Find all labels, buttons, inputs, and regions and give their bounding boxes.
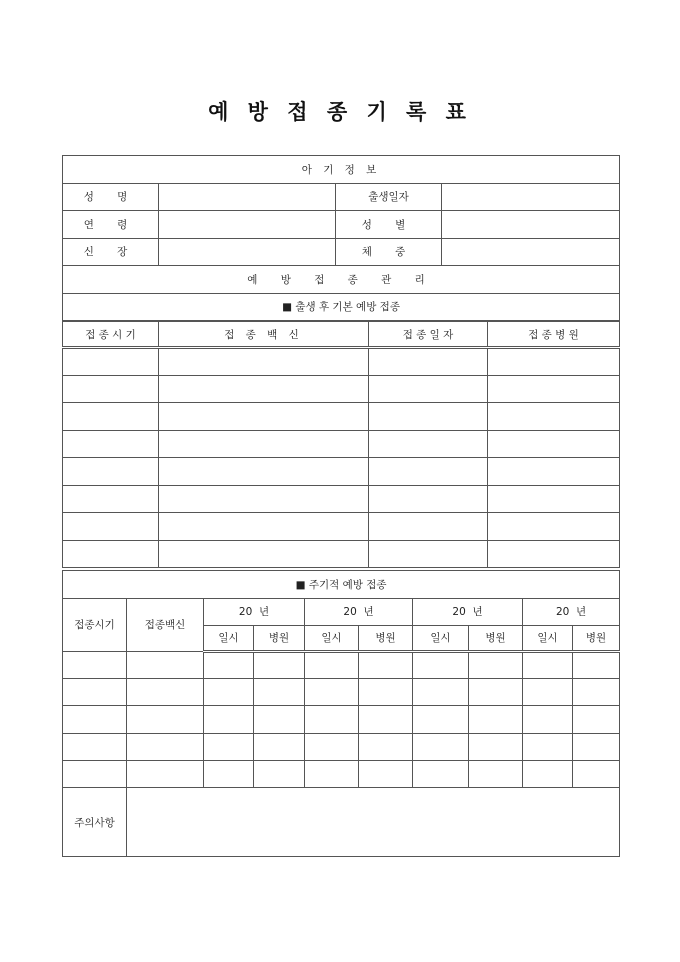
hospital-subheader: 병원 bbox=[573, 625, 620, 651]
table-cell[interactable] bbox=[204, 651, 254, 678]
periodic-timing-header: 접종시기 bbox=[63, 598, 127, 651]
table-cell[interactable] bbox=[159, 375, 369, 403]
table-cell[interactable] bbox=[127, 678, 204, 705]
table-cell[interactable] bbox=[359, 733, 413, 760]
table-cell[interactable] bbox=[159, 430, 369, 458]
basic-vaccination-table bbox=[62, 321, 620, 568]
table-cell[interactable] bbox=[413, 651, 469, 678]
table-cell[interactable] bbox=[63, 403, 159, 431]
date-subheader: 일시 bbox=[204, 625, 254, 651]
table-cell[interactable] bbox=[63, 678, 127, 705]
table-cell[interactable] bbox=[369, 458, 488, 486]
weight-field[interactable] bbox=[442, 238, 620, 266]
table-cell[interactable] bbox=[305, 761, 359, 788]
table-cell[interactable] bbox=[159, 458, 369, 486]
name-label: 성 명 bbox=[63, 183, 159, 211]
table-row bbox=[63, 761, 620, 788]
gender-field[interactable] bbox=[442, 211, 620, 239]
table-row bbox=[63, 458, 620, 486]
table-row bbox=[63, 485, 620, 513]
table-cell[interactable] bbox=[488, 375, 620, 403]
table-cell[interactable] bbox=[159, 513, 369, 541]
table-cell[interactable] bbox=[63, 761, 127, 788]
table-cell[interactable] bbox=[127, 733, 204, 760]
page-title: 예 방 접 종 기 록 표 bbox=[208, 100, 472, 124]
timing-column-header: 접 종 시 기 bbox=[63, 322, 159, 348]
table-cell[interactable] bbox=[305, 678, 359, 705]
table-cell[interactable] bbox=[159, 403, 369, 431]
table-cell[interactable] bbox=[254, 761, 305, 788]
periodic-vaccine-header: 접종백신 bbox=[127, 598, 204, 651]
vaccine-column-header: 접 종 백 신 bbox=[159, 322, 369, 348]
table-cell[interactable] bbox=[369, 348, 488, 376]
table-cell[interactable] bbox=[63, 540, 159, 568]
table-cell[interactable] bbox=[159, 540, 369, 568]
age-field[interactable] bbox=[159, 211, 336, 239]
table-cell[interactable] bbox=[369, 430, 488, 458]
table-cell[interactable] bbox=[369, 513, 488, 541]
table-cell[interactable] bbox=[469, 733, 523, 760]
table-cell[interactable] bbox=[127, 761, 204, 788]
date-subheader: 일시 bbox=[523, 625, 573, 651]
table-cell[interactable] bbox=[469, 706, 523, 733]
table-row bbox=[63, 403, 620, 431]
hospital-subheader: 병원 bbox=[359, 625, 413, 651]
table-cell[interactable] bbox=[488, 540, 620, 568]
table-cell[interactable] bbox=[254, 678, 305, 705]
table-cell[interactable] bbox=[159, 348, 369, 376]
table-cell[interactable] bbox=[369, 403, 488, 431]
year-header-2: 20 년 bbox=[305, 598, 413, 625]
basic-section-header: ■ 출생 후 기본 예방 접종 bbox=[63, 293, 620, 321]
table-cell[interactable] bbox=[63, 485, 159, 513]
management-header: 예 방 접 종 관 리 bbox=[63, 266, 620, 294]
table-cell[interactable] bbox=[63, 733, 127, 760]
baby-info-header: 아 기 정 보 bbox=[63, 156, 620, 184]
hospital-subheader: 병원 bbox=[254, 625, 305, 651]
table-cell[interactable] bbox=[523, 733, 573, 760]
table-cell[interactable] bbox=[359, 678, 413, 705]
table-row bbox=[63, 513, 620, 541]
table-cell[interactable] bbox=[488, 348, 620, 376]
table-cell[interactable] bbox=[159, 485, 369, 513]
height-field[interactable] bbox=[159, 238, 336, 266]
table-cell[interactable] bbox=[523, 678, 573, 705]
table-cell[interactable] bbox=[359, 651, 413, 678]
year-header-4: 20 년 bbox=[523, 598, 620, 625]
table-cell[interactable] bbox=[359, 761, 413, 788]
table-cell[interactable] bbox=[359, 706, 413, 733]
table-cell[interactable] bbox=[413, 733, 469, 760]
table-cell[interactable] bbox=[204, 706, 254, 733]
periodic-vaccination-table bbox=[62, 570, 620, 857]
table-cell[interactable] bbox=[127, 651, 204, 678]
hospital-column-header: 접 종 병 원 bbox=[488, 322, 620, 348]
periodic-section-header: ■ 주기적 예방 접종 bbox=[63, 571, 620, 599]
table-cell[interactable] bbox=[523, 651, 573, 678]
table-cell[interactable] bbox=[488, 430, 620, 458]
table-cell[interactable] bbox=[488, 458, 620, 486]
table-cell[interactable] bbox=[523, 761, 573, 788]
table-cell[interactable] bbox=[204, 733, 254, 760]
table-cell[interactable] bbox=[369, 540, 488, 568]
birthdate-label: 출생일자 bbox=[336, 183, 442, 211]
table-cell[interactable] bbox=[305, 651, 359, 678]
table-row bbox=[63, 678, 620, 705]
table-cell[interactable] bbox=[413, 678, 469, 705]
table-cell[interactable] bbox=[63, 375, 159, 403]
table-cell[interactable] bbox=[63, 430, 159, 458]
table-cell[interactable] bbox=[573, 733, 620, 760]
table-row bbox=[63, 706, 620, 733]
table-row bbox=[63, 348, 620, 376]
table-cell[interactable] bbox=[413, 706, 469, 733]
notes-field[interactable] bbox=[127, 788, 620, 857]
notes-label: 주의사항 bbox=[63, 788, 127, 857]
date-column-header: 접 종 일 자 bbox=[369, 322, 488, 348]
table-row bbox=[63, 733, 620, 760]
table-row bbox=[63, 540, 620, 568]
table-cell[interactable] bbox=[469, 651, 523, 678]
table-cell[interactable] bbox=[204, 761, 254, 788]
table-cell[interactable] bbox=[63, 458, 159, 486]
year-header-1: 20 년 bbox=[204, 598, 305, 625]
table-cell[interactable] bbox=[254, 733, 305, 760]
table-cell[interactable] bbox=[369, 375, 488, 403]
table-cell[interactable] bbox=[369, 485, 488, 513]
table-cell[interactable] bbox=[573, 678, 620, 705]
hospital-subheader: 병원 bbox=[469, 625, 523, 651]
baby-info-table bbox=[62, 155, 620, 321]
date-subheader: 일시 bbox=[413, 625, 469, 651]
table-cell[interactable] bbox=[488, 485, 620, 513]
table-cell[interactable] bbox=[63, 706, 127, 733]
table-cell[interactable] bbox=[573, 761, 620, 788]
gender-label: 성 별 bbox=[336, 211, 442, 239]
birthdate-field[interactable] bbox=[442, 183, 620, 211]
table-cell[interactable] bbox=[488, 403, 620, 431]
weight-label: 체 중 bbox=[336, 238, 442, 266]
year-header-3: 20 년 bbox=[413, 598, 523, 625]
table-cell[interactable] bbox=[305, 706, 359, 733]
height-label: 신 장 bbox=[63, 238, 159, 266]
table-cell[interactable] bbox=[204, 678, 254, 705]
table-cell[interactable] bbox=[488, 513, 620, 541]
table-cell[interactable] bbox=[254, 706, 305, 733]
age-label: 연 령 bbox=[63, 211, 159, 239]
table-cell[interactable] bbox=[305, 733, 359, 760]
table-row bbox=[63, 375, 620, 403]
table-cell[interactable] bbox=[63, 651, 127, 678]
date-subheader: 일시 bbox=[305, 625, 359, 651]
table-cell[interactable] bbox=[469, 761, 523, 788]
table-row bbox=[63, 430, 620, 458]
table-cell[interactable] bbox=[127, 706, 204, 733]
table-cell[interactable] bbox=[63, 513, 159, 541]
table-row bbox=[63, 651, 620, 678]
table-cell[interactable] bbox=[573, 651, 620, 678]
table-cell[interactable] bbox=[573, 706, 620, 733]
table-cell[interactable] bbox=[523, 706, 573, 733]
table-cell[interactable] bbox=[63, 348, 159, 376]
table-cell[interactable] bbox=[469, 678, 523, 705]
table-cell[interactable] bbox=[413, 761, 469, 788]
name-field[interactable] bbox=[159, 183, 336, 211]
table-cell[interactable] bbox=[254, 651, 305, 678]
